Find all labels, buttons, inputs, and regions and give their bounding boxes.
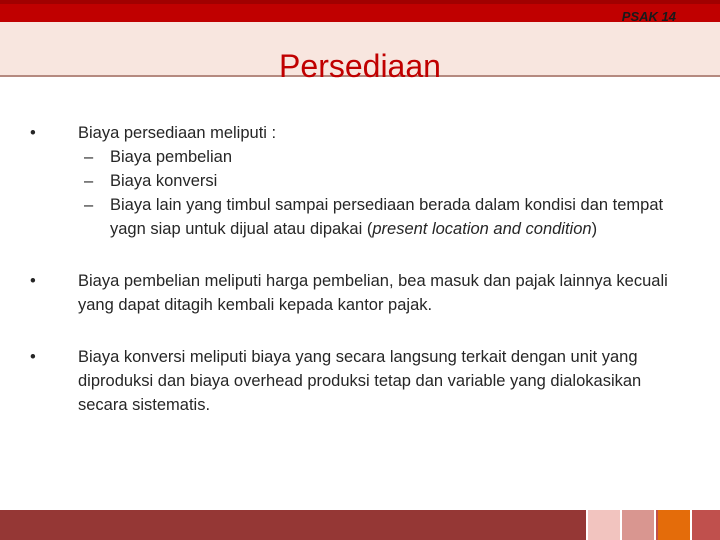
bullet-item bbox=[30, 345, 680, 417]
bar-segment-orange bbox=[658, 510, 690, 540]
bullet-mark: • bbox=[30, 272, 36, 290]
sub-bullet-item bbox=[30, 169, 680, 193]
bullet-text: Biaya pembelian meliputi harga pembelian, bea masuk dan pajak lainnya kecuali yang dapat ditagih kembali kepada kantor pajak. bbox=[78, 272, 668, 314]
bar-segment-pink bbox=[622, 510, 654, 540]
standard-tag: PSAK 14 bbox=[621, 9, 676, 24]
sub-bullet-text-end: ) bbox=[591, 220, 598, 238]
bullet-item bbox=[30, 121, 680, 145]
bar-segment-light bbox=[588, 510, 620, 540]
dash-mark: – bbox=[84, 148, 94, 166]
bullet-mark: • bbox=[30, 124, 36, 142]
bullet-text: Biaya persediaan meliputi : bbox=[78, 124, 277, 142]
sub-bullet-text: Biaya lain yang timbul sampai persediaan berada dalam kondisi dan tempat yagn siap untuk dijual atau dipakai ( bbox=[110, 196, 664, 238]
sub-bullet-item bbox=[30, 145, 680, 169]
sub-bullet-text: Biaya konversi bbox=[110, 172, 218, 190]
sub-bullet-text: Biaya pembelian bbox=[110, 148, 232, 166]
sub-bullet-item bbox=[30, 193, 680, 241]
bullet-text: Biaya konversi meliputi biaya yang secara langsung terkait dengan unit yang diproduksi dan biaya overhead produksi tetap dan variable yang dialokasikan secara sistematis. bbox=[78, 348, 642, 414]
dash-mark: – bbox=[84, 196, 94, 214]
italic-term: present location and condition bbox=[372, 220, 592, 238]
top-accent-bar bbox=[0, 0, 720, 22]
bullet-mark: • bbox=[30, 348, 36, 366]
slide-content bbox=[30, 121, 680, 417]
bullet-item bbox=[30, 269, 680, 317]
bottom-decorative-bar bbox=[0, 510, 720, 540]
dash-mark: – bbox=[84, 172, 94, 190]
bar-segment-main bbox=[0, 510, 586, 540]
slide-title: Persediaan bbox=[279, 48, 441, 84]
bar-segment-end bbox=[692, 510, 720, 540]
